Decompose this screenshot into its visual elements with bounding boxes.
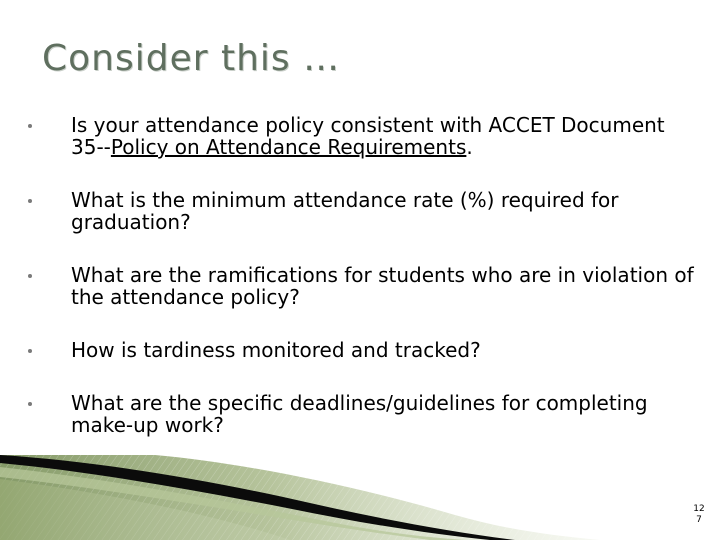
page-number-line-2: 7 [696, 515, 702, 525]
bullet-5-text: What are the specific deadlines/guidelines for completing make-up work? [71, 391, 648, 437]
bullet-1-text-after: . [466, 135, 473, 159]
bullet-2-text: What is the minimum attendance rate (%) required for graduation? [71, 188, 619, 234]
bullet-1-text-before: Is your attendance policy consistent with ACCET Document 35-- [71, 113, 665, 159]
bullet-icon [28, 402, 32, 406]
bullet-icon [28, 124, 32, 128]
slide-title: Consider this … [42, 38, 341, 79]
bullet-item-1 [25, 114, 695, 158]
bullet-item-5 [25, 392, 695, 436]
decorative-wave-footer [0, 455, 720, 540]
page-number-line-1: 12 [693, 504, 705, 514]
bullet-list [25, 114, 695, 436]
bullet-icon [28, 274, 32, 278]
bullet-3-text: What are the ramifications for students who are in violation of the attendance policy? [71, 263, 694, 309]
bullet-icon [28, 199, 32, 203]
policy-link-text[interactable]: Policy on Attendance Requirements [110, 135, 467, 159]
page-number [688, 504, 710, 526]
bullet-item-4 [25, 339, 695, 361]
bullet-4-text: How is tardiness monitored and tracked? [71, 338, 481, 362]
bullet-item-3 [25, 264, 695, 308]
bullet-item-2 [25, 189, 695, 233]
bullet-icon [28, 349, 32, 353]
